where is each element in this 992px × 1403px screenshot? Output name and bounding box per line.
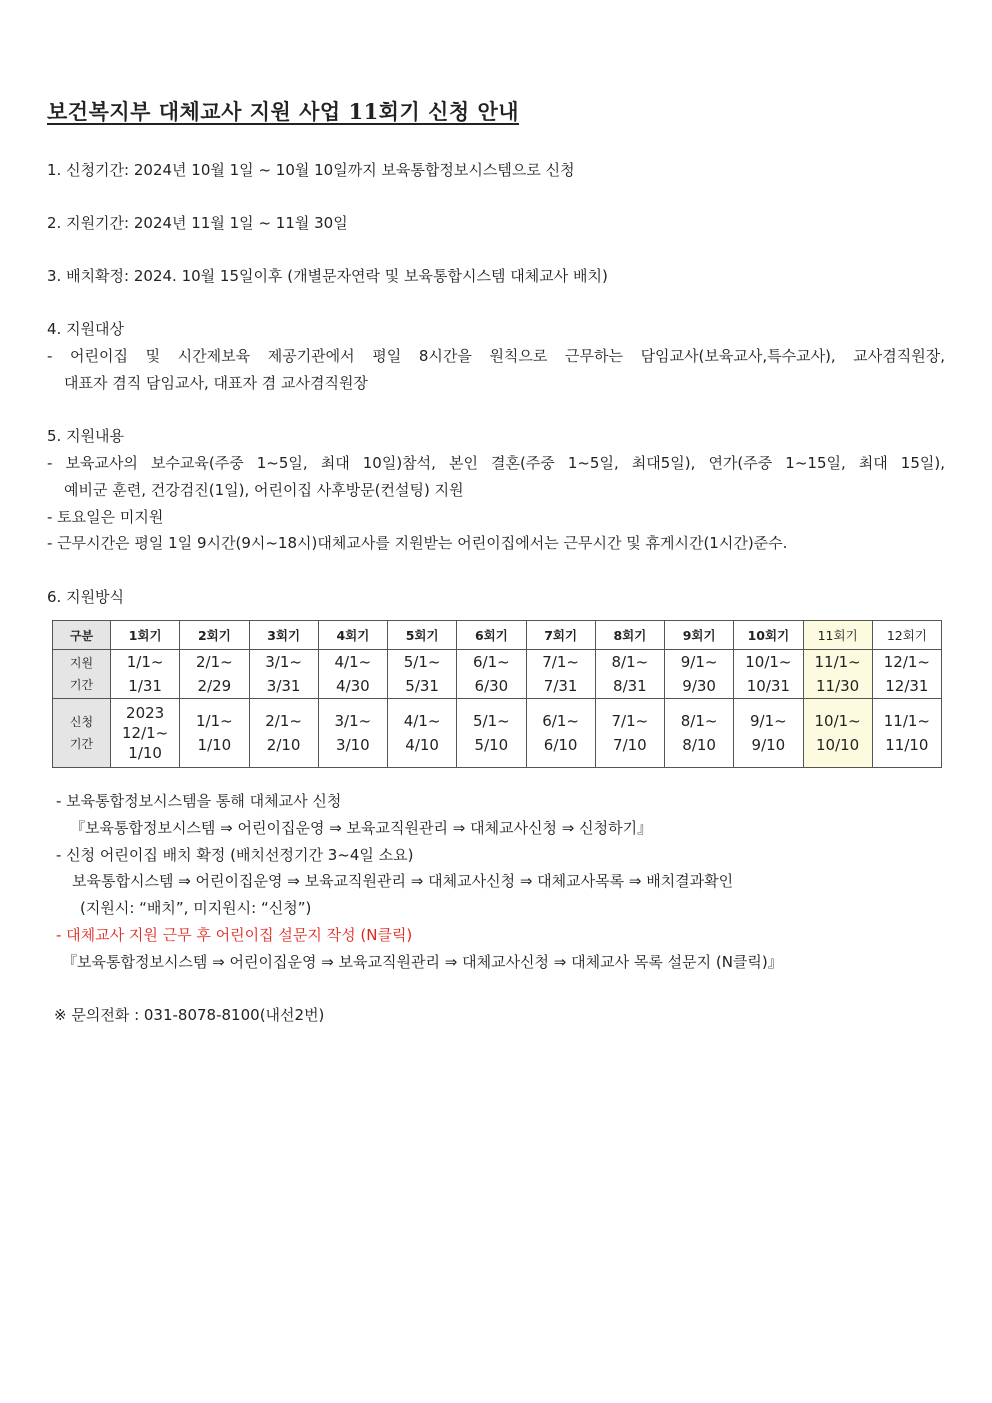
cell-end: 9/10 <box>751 736 786 754</box>
cell-start: 12/1~ <box>883 653 930 671</box>
cell-start: 6/1~ <box>473 653 510 671</box>
cell-end: 2/29 <box>197 677 232 695</box>
cell-start: 10/1~ <box>745 653 792 671</box>
round-header: 10회기 <box>734 621 803 650</box>
cell-start: 3/1~ <box>334 712 372 730</box>
cell-end: 11/30 <box>816 677 860 695</box>
row-label-line: 기간 <box>69 678 94 692</box>
period-cell <box>595 650 664 699</box>
cell-end: 3/31 <box>266 677 301 695</box>
period-cell <box>665 650 734 699</box>
round-header: 9회기 <box>665 621 734 650</box>
cell-start: 10/1~ <box>814 712 861 730</box>
application-period-label <box>53 699 111 768</box>
section-4-line-2: 대표자 겸직 담임교사, 대표자 겸 교사겸직원장 <box>64 374 368 392</box>
round-header: 3회기 <box>249 621 318 650</box>
cell-start: 2/1~ <box>265 712 302 730</box>
cell-end: 4/30 <box>336 677 370 695</box>
cell-end: 7/31 <box>543 677 578 695</box>
apply-cell <box>388 699 457 768</box>
cell-start: 5/1~ <box>403 653 441 671</box>
apply-cell-highlighted <box>803 699 872 768</box>
cell-end: 5/31 <box>405 677 439 695</box>
round-header: 1회기 <box>111 621 180 650</box>
apply-cell <box>457 699 526 768</box>
cell-start: 9/1~ <box>750 712 787 730</box>
cell-end: 6/30 <box>474 677 509 695</box>
cell-end: 1/10 <box>197 736 232 754</box>
period-cell <box>388 650 457 699</box>
apply-cell <box>665 699 734 768</box>
apply-cell <box>318 699 387 768</box>
cell-end: 4/10 <box>405 736 439 754</box>
contact-phone: ※ 문의전화 : 031-8078-8100(내선2번) <box>54 1006 325 1024</box>
apply-cell <box>111 699 180 768</box>
note-1: - 보육통합정보시스템을 통해 대체교사 신청 <box>56 792 342 810</box>
apply-cell <box>734 699 803 768</box>
row-label-line: 기간 <box>69 737 94 751</box>
cell-end: 8/31 <box>613 677 647 695</box>
section-5-heading: 5. 지원내용 <box>47 427 125 445</box>
period-cell <box>249 650 318 699</box>
section-5-line-4: - 근무시간은 평일 1일 9시간(9시~18시)대체교사를 지원받는 어린이집에서는 근무시간 및 휴게시간(1시간)준수. <box>47 534 788 552</box>
cell-start: 2/1~ <box>196 653 233 671</box>
apply-cell <box>526 699 595 768</box>
period-cell <box>457 650 526 699</box>
period-cell <box>734 650 803 699</box>
cell-start: 4/1~ <box>334 653 372 671</box>
cell-end: 10/10 <box>816 736 860 754</box>
cell-end: 1/10 <box>128 744 162 762</box>
period-cell <box>526 650 595 699</box>
cell-end: 1/31 <box>128 677 162 695</box>
cell-end: 2/10 <box>266 736 301 754</box>
cell-start: 9/1~ <box>680 653 718 671</box>
cell-end: 6/10 <box>543 736 578 754</box>
round-header: 4회기 <box>318 621 387 650</box>
apply-cell <box>595 699 664 768</box>
period-cell <box>111 650 180 699</box>
cell-start: 1/1~ <box>196 712 233 730</box>
cell-year: 2023 <box>126 704 165 722</box>
cell-end: 9/30 <box>682 677 716 695</box>
cell-end: 5/10 <box>474 736 509 754</box>
round-header: 5회기 <box>388 621 457 650</box>
cell-start: 8/1~ <box>680 712 718 730</box>
cell-start: 7/1~ <box>611 712 649 730</box>
cell-end: 11/10 <box>885 736 929 754</box>
round-header-highlighted: 11회기 <box>803 621 872 650</box>
section-4-line-1: - 어린이집 및 시간제보육 제공기관에서 평일 8시간을 원칙으로 근무하는 담임교사(보육교사,특수교사), 교사겸직원장, <box>47 347 945 365</box>
note-2: - 신청 어린이집 배치 확정 (배치선정기간 3~4일 소요) <box>56 846 414 864</box>
period-cell <box>318 650 387 699</box>
application-period-row <box>53 699 942 768</box>
period-cell <box>180 650 249 699</box>
document-title: 보건복지부 대체교사 지원 사업 11회기 신청 안내 <box>47 99 520 124</box>
note-1-path: 『보육통합정보시스템 ⇒ 어린이집운영 ⇒ 보육교직원관리 ⇒ 대체교사신청 ⇒ 신청하기』 <box>70 819 653 837</box>
period-cell <box>872 650 941 699</box>
round-header: 8회기 <box>595 621 664 650</box>
row-label-line: 신청 <box>69 715 94 729</box>
apply-cell <box>872 699 941 768</box>
cell-start: 1/1~ <box>126 653 164 671</box>
section-5-line-2: 예비군 훈련, 건강검진(1일), 어린이집 사후방문(컨설팅) 지원 <box>64 481 464 499</box>
section-6-heading: 6. 지원방식 <box>47 588 125 606</box>
cell-end: 3/10 <box>336 736 370 754</box>
cell-start: 5/1~ <box>473 712 510 730</box>
section-1-application-period: 1. 신청기간: 2024년 10월 1일 ~ 10월 10일까지 보육통합정보시스템으로 신청 <box>47 161 575 179</box>
cell-start: 4/1~ <box>403 712 441 730</box>
round-header: 12회기 <box>872 621 941 650</box>
row-label-line: 지원 <box>69 656 94 670</box>
cell-end: 7/10 <box>613 736 647 754</box>
round-header: 7회기 <box>526 621 595 650</box>
cell-start: 7/1~ <box>542 653 579 671</box>
cell-end: 8/10 <box>682 736 716 754</box>
cell-end: 10/31 <box>746 677 790 695</box>
note-2-path: 보육통합시스템 ⇒ 어린이집운영 ⇒ 보육교직원관리 ⇒ 대체교사신청 ⇒ 대체교사목록 ⇒ 배치결과확인 <box>72 872 734 890</box>
cell-end: 12/31 <box>885 677 929 695</box>
cell-start: 6/1~ <box>542 712 579 730</box>
header-label: 구분 <box>53 621 111 650</box>
cell-start: 11/1~ <box>883 712 930 730</box>
schedule-table <box>52 620 942 768</box>
note-3-survey: - 대체교사 지원 근무 후 어린이집 설문지 작성 (N클릭) <box>56 926 413 944</box>
period-cell-highlighted <box>803 650 872 699</box>
round-header: 6회기 <box>457 621 526 650</box>
schedule-header-row <box>53 621 942 650</box>
note-3-path: 『보육통합정보시스템 ⇒ 어린이집운영 ⇒ 보육교직원관리 ⇒ 대체교사신청 ⇒ 대체교사 목록 설문지 (N클릭)』 <box>62 953 783 971</box>
cell-start: 12/1~ <box>121 724 169 742</box>
support-period-row <box>53 650 942 699</box>
apply-cell <box>249 699 318 768</box>
round-header: 2회기 <box>180 621 249 650</box>
apply-cell <box>180 699 249 768</box>
cell-start: 8/1~ <box>611 653 649 671</box>
section-3-placement-confirmation: 3. 배치확정: 2024. 10월 15일이후 (개별문자연락 및 보육통합시스템 대체교사 배치) <box>47 267 608 285</box>
note-2-status: (지원시: “배치”, 미지원시: “신청”) <box>80 899 312 917</box>
cell-start: 11/1~ <box>814 653 861 671</box>
section-5-line-3: - 토요일은 미지원 <box>47 508 164 526</box>
section-5-line-1: - 보육교사의 보수교육(주중 1~5일, 최대 10일)참석, 본인 결혼(주중 1~5일, 최대5일), 연가(주중 1~15일, 최대 15일), <box>47 454 945 472</box>
section-4-heading: 4. 지원대상 <box>47 320 125 338</box>
cell-start: 3/1~ <box>265 653 302 671</box>
support-period-label <box>53 650 111 699</box>
section-2-support-period: 2. 지원기간: 2024년 11월 1일 ~ 11월 30일 <box>47 214 348 232</box>
